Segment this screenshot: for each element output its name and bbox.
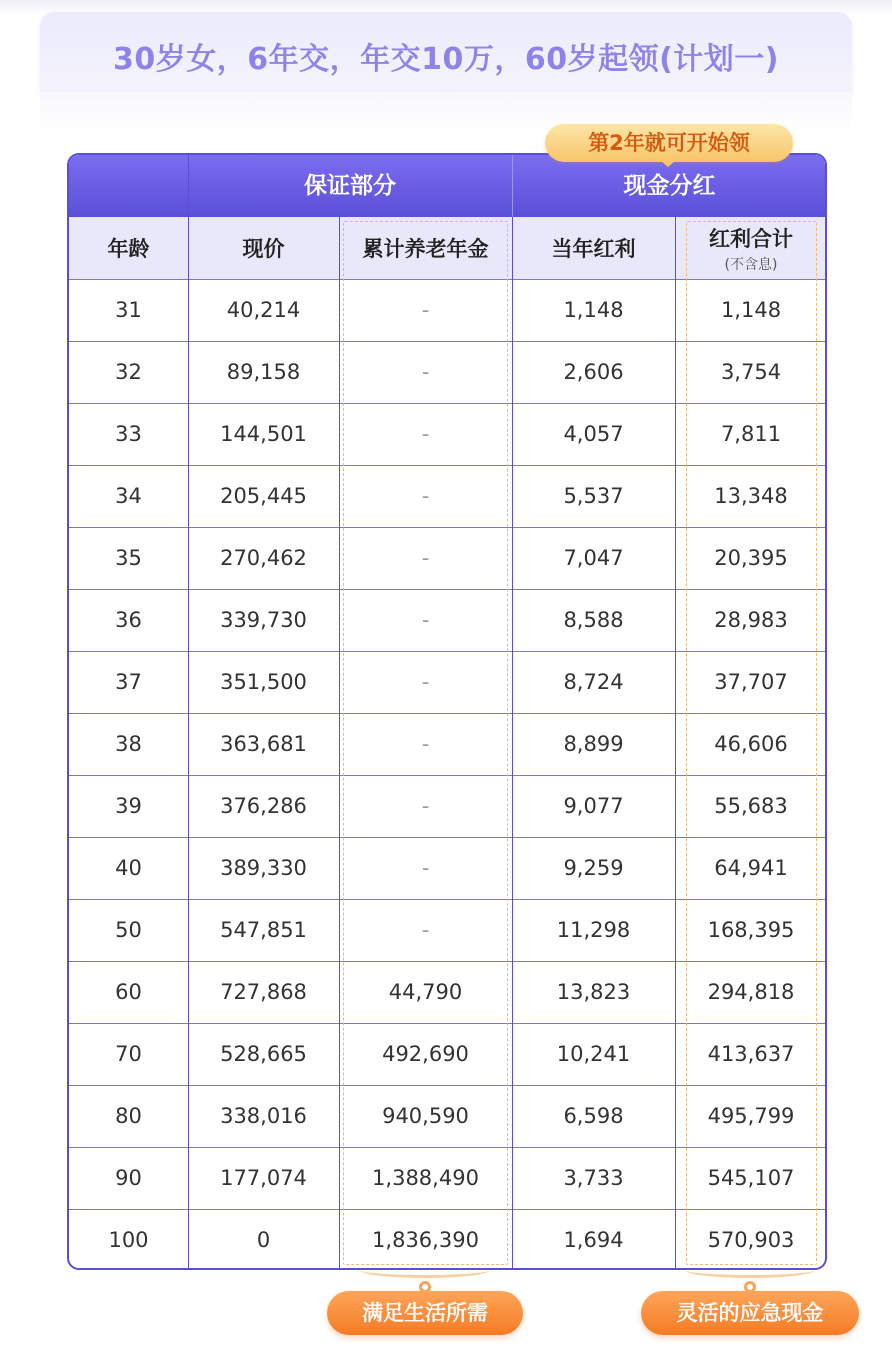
table-row	[69, 713, 825, 775]
row-divider	[69, 961, 825, 962]
cell-pension: -	[421, 546, 430, 570]
cell-cash-value: 270,462	[220, 546, 307, 570]
right-callout-arc	[685, 1262, 815, 1278]
column-header-age	[69, 217, 188, 279]
cell-age: 37	[115, 670, 142, 694]
header-card	[40, 12, 852, 92]
row-divider	[69, 527, 825, 528]
row-divider	[69, 403, 825, 404]
cell-cash-value: 351,500	[220, 670, 307, 694]
cell-annual-dividend: 10,241	[556, 1042, 631, 1066]
cell-pension: -	[421, 484, 430, 508]
column-divider	[188, 155, 189, 1268]
table-row	[69, 341, 825, 403]
column-header-annual-dividend-label: 当年红利	[551, 237, 636, 261]
cell-cash-value: 89,158	[226, 360, 301, 384]
table-row	[69, 465, 825, 527]
table-row	[69, 837, 825, 899]
dividend-start-badge: 第2年就可开始领	[545, 124, 793, 162]
cell-pension: 492,690	[382, 1042, 469, 1066]
cell-age: 100	[108, 1228, 149, 1252]
cell-total-dividend: 28,983	[714, 608, 788, 632]
cell-pension: -	[421, 918, 430, 942]
cell-total-dividend: 37,707	[714, 670, 788, 694]
cell-pension: -	[421, 422, 430, 446]
row-divider	[69, 899, 825, 900]
cell-annual-dividend: 9,259	[563, 856, 624, 880]
cell-pension: -	[421, 608, 430, 632]
column-header-total-dividend-label: 红利合计	[709, 226, 793, 251]
cell-annual-dividend: 7,047	[563, 546, 624, 570]
cell-pension: -	[421, 794, 430, 818]
cell-age: 33	[115, 422, 142, 446]
callout-emergency-cash: 灵活的应急现金	[641, 1291, 859, 1335]
cell-annual-dividend: 11,298	[556, 918, 631, 942]
cell-age: 31	[115, 298, 142, 322]
column-header-cash-value-label: 现价	[242, 237, 285, 261]
cell-cash-value: 338,016	[220, 1104, 307, 1128]
row-divider	[69, 775, 825, 776]
row-divider	[69, 341, 825, 342]
group-divider	[512, 155, 513, 217]
cell-annual-dividend: 8,899	[563, 732, 624, 756]
cell-cash-value: 177,074	[220, 1166, 307, 1190]
cell-total-dividend: 7,811	[720, 422, 782, 446]
cell-pension: -	[421, 360, 430, 384]
cell-total-dividend: 570,903	[707, 1228, 795, 1252]
cell-cash-value: 376,286	[220, 794, 307, 818]
row-divider	[69, 1209, 825, 1210]
cell-age: 90	[115, 1166, 142, 1190]
table-row	[69, 775, 825, 837]
page-title: 30岁女，6年交，年交10万，60岁起领(计划一)	[112, 42, 780, 77]
table-row	[69, 589, 825, 651]
left-callout-arc	[360, 1262, 490, 1278]
column-header-total-dividend-note: (不含息)	[724, 256, 778, 273]
column-header-row	[69, 217, 825, 279]
cell-annual-dividend: 3,733	[563, 1166, 624, 1190]
cell-age: 60	[115, 980, 142, 1004]
cell-total-dividend: 1,148	[720, 298, 782, 322]
benefit-table	[67, 153, 827, 1270]
cell-cash-value: 0	[256, 1228, 271, 1252]
row-divider	[69, 279, 825, 280]
cell-age: 80	[115, 1104, 142, 1128]
table-row	[69, 1085, 825, 1147]
column-header-total-dividend	[675, 217, 827, 279]
table-row	[69, 1209, 825, 1270]
table-row	[69, 527, 825, 589]
cell-age: 36	[115, 608, 142, 632]
group-header-dividend: 现金分红	[623, 173, 716, 199]
row-divider	[69, 713, 825, 714]
cell-annual-dividend: 5,537	[563, 484, 624, 508]
cell-annual-dividend: 13,823	[556, 980, 631, 1004]
column-divider	[339, 217, 340, 1268]
cell-pension: 1,836,390	[372, 1228, 479, 1252]
row-divider	[69, 837, 825, 838]
cell-total-dividend: 168,395	[707, 918, 795, 942]
cell-total-dividend: 55,683	[714, 794, 788, 818]
cell-pension: -	[421, 732, 430, 756]
column-header-pension-label: 累计养老年金	[362, 237, 489, 261]
cell-total-dividend: 46,606	[714, 732, 788, 756]
cell-annual-dividend: 6,598	[563, 1104, 624, 1128]
cell-age: 38	[115, 732, 142, 756]
cell-total-dividend: 3,754	[720, 360, 782, 384]
cell-annual-dividend: 1,694	[563, 1228, 624, 1252]
cell-total-dividend: 413,637	[707, 1042, 795, 1066]
table-row	[69, 403, 825, 465]
cell-annual-dividend: 8,588	[563, 608, 624, 632]
cell-cash-value: 205,445	[220, 484, 307, 508]
group-header-row	[69, 155, 825, 217]
cell-cash-value: 40,214	[226, 298, 301, 322]
row-divider	[69, 465, 825, 466]
cell-total-dividend: 294,818	[707, 980, 795, 1004]
table-row	[69, 899, 825, 961]
row-divider	[69, 1147, 825, 1148]
cell-age: 35	[115, 546, 142, 570]
column-divider	[675, 217, 676, 1268]
column-header-pension	[339, 217, 512, 279]
table-row	[69, 1147, 825, 1209]
cell-pension: -	[421, 670, 430, 694]
cell-pension: -	[421, 856, 430, 880]
cell-cash-value: 144,501	[220, 422, 307, 446]
cell-age: 32	[115, 360, 142, 384]
cell-total-dividend: 64,941	[714, 856, 788, 880]
row-divider	[69, 1085, 825, 1086]
cell-annual-dividend: 2,606	[563, 360, 624, 384]
badge-pointer	[660, 160, 676, 167]
cell-age: 39	[115, 794, 142, 818]
cell-pension: 1,388,490	[372, 1166, 479, 1190]
cell-annual-dividend: 4,057	[563, 422, 624, 446]
table-row	[69, 651, 825, 713]
cell-total-dividend: 13,348	[714, 484, 788, 508]
table-row	[69, 961, 825, 1023]
cell-cash-value: 727,868	[220, 980, 307, 1004]
cell-cash-value: 389,330	[220, 856, 307, 880]
cell-annual-dividend: 8,724	[563, 670, 624, 694]
table-row	[69, 1023, 825, 1085]
cell-pension: -	[421, 298, 430, 322]
cell-age: 34	[115, 484, 142, 508]
cell-annual-dividend: 9,077	[563, 794, 624, 818]
cell-cash-value: 528,665	[220, 1042, 307, 1066]
column-divider	[512, 155, 513, 1268]
column-header-age-label: 年龄	[107, 237, 150, 261]
column-header-cash-value	[188, 217, 339, 279]
callout-daily-needs: 满足生活所需	[327, 1291, 523, 1335]
cell-age: 70	[115, 1042, 142, 1066]
cell-cash-value: 547,851	[220, 918, 307, 942]
cell-age: 50	[115, 918, 142, 942]
table-row	[69, 279, 825, 341]
column-header-annual-dividend	[512, 217, 675, 279]
cell-total-dividend: 20,395	[714, 546, 788, 570]
cell-age: 40	[115, 856, 142, 880]
row-divider	[69, 1023, 825, 1024]
group-header-guarantee: 保证部分	[304, 173, 396, 199]
cell-pension: 44,790	[388, 980, 463, 1004]
row-divider	[69, 589, 825, 590]
cell-total-dividend: 545,107	[707, 1166, 795, 1190]
cell-pension: 940,590	[382, 1104, 469, 1128]
row-divider	[69, 651, 825, 652]
cell-annual-dividend: 1,148	[563, 298, 624, 322]
cell-cash-value: 363,681	[220, 732, 307, 756]
cell-cash-value: 339,730	[220, 608, 307, 632]
cell-total-dividend: 495,799	[707, 1104, 795, 1128]
